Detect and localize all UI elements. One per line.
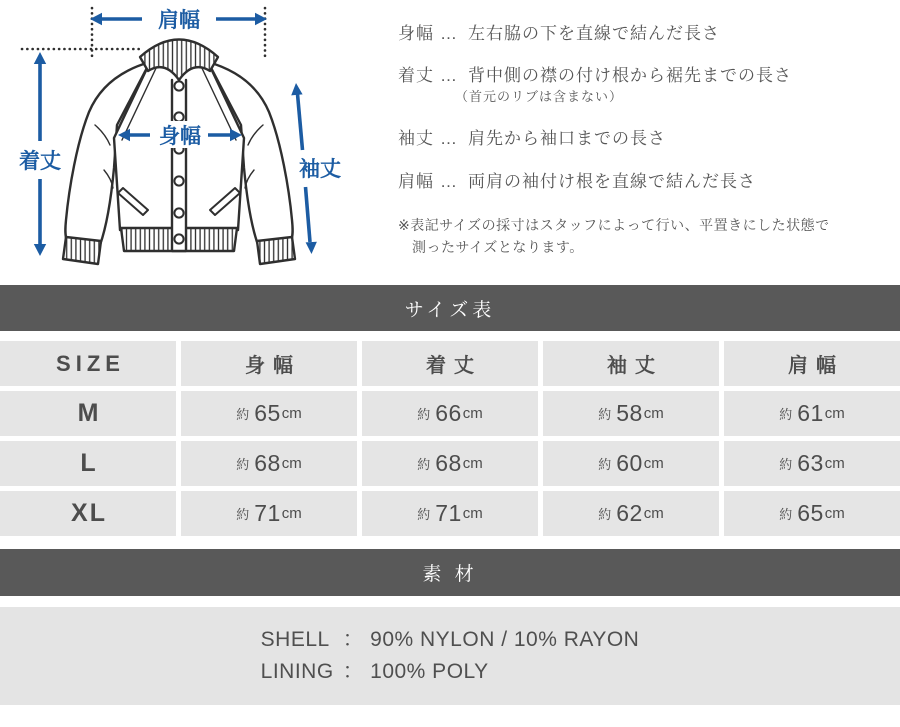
definition-term: 着丈 (398, 66, 434, 85)
material-title-bar (0, 549, 900, 596)
size-value: 62 (616, 500, 643, 526)
material-title: 素 材 (422, 564, 478, 585)
material-separator: ： (342, 628, 365, 651)
size-value: 65 (254, 400, 281, 426)
definition-separator: … (440, 24, 458, 43)
sleeve-length-arrow (291, 83, 302, 95)
definition-term: 袖丈 (398, 129, 434, 148)
approx-prefix: 約 (779, 507, 793, 522)
approx-prefix: 約 (779, 457, 793, 472)
approx-prefix: 約 (598, 407, 612, 422)
size-value-cell (724, 391, 900, 436)
definition-shoulder-width (398, 167, 756, 192)
size-value: 66 (435, 400, 462, 426)
unit-label: cm (643, 455, 664, 472)
approx-prefix: 約 (779, 407, 793, 422)
definition-term: 身幅 (398, 24, 434, 43)
definition-length (398, 61, 792, 86)
size-table-title: サイズ表 (404, 299, 496, 321)
size-value: 63 (797, 450, 824, 476)
size-value-cell (181, 391, 357, 436)
definition-separator: … (440, 172, 458, 191)
material-label: LINING (260, 660, 334, 683)
measurement-note-line2: 測ったサイズとなります。 (412, 239, 584, 256)
definition-desc: 背中側の襟の付け根から裾先までの長さ (468, 66, 792, 85)
approx-prefix: 約 (417, 507, 431, 522)
definition-desc: 左右脇の下を直線で結んだ長さ (468, 24, 720, 43)
size-table-header-sleeve-length: 袖丈 (543, 341, 719, 386)
size-value: 68 (254, 450, 281, 476)
diagram-label-body-width: 身幅 (159, 125, 201, 148)
size-value-cell (362, 441, 538, 486)
size-value: 65 (797, 500, 824, 526)
size-row-label-xl: XL (0, 491, 176, 536)
diagram-label-length: 着丈 (19, 150, 61, 173)
definition-length-sub-note: （首元のリブは含まない） (455, 89, 624, 104)
approx-prefix: 約 (598, 507, 612, 522)
material-info-block (0, 607, 900, 705)
measurement-note-line1: ※表記サイズの採寸はスタッフによって行い、平置きにした状態で (398, 217, 830, 233)
unit-label: cm (462, 455, 483, 472)
unit-label: cm (462, 405, 483, 422)
size-table-header-shoulder-width: 肩幅 (724, 341, 900, 386)
unit-label: cm (643, 505, 664, 522)
size-table-header-size: SIZE (0, 341, 176, 386)
unit-label: cm (643, 405, 664, 422)
unit-label: cm (824, 505, 845, 522)
diagram-label-shoulder-width: 肩幅 (158, 9, 200, 32)
size-row-label-m: M (0, 391, 176, 436)
size-value-cell (724, 491, 900, 536)
size-value-cell (181, 441, 357, 486)
size-row-label-l: L (0, 441, 176, 486)
definition-separator: … (440, 66, 458, 85)
measurement-guide-dotted-lines (22, 8, 265, 60)
definition-term: 肩幅 (398, 172, 434, 191)
size-value: 71 (254, 500, 281, 526)
size-value-cell (543, 491, 719, 536)
jacket-right-cuff (257, 237, 295, 264)
material-value: 100% POLY (370, 660, 489, 683)
size-value-cell (362, 491, 538, 536)
unit-label: cm (462, 505, 483, 522)
definition-desc: 両肩の袖付け根を直線で結んだ長さ (468, 172, 756, 191)
definition-desc: 肩先から袖口までの長さ (468, 129, 666, 148)
unit-label: cm (824, 455, 845, 472)
unit-label: cm (281, 405, 302, 422)
approx-prefix: 約 (417, 457, 431, 472)
material-shell-line (261, 624, 640, 656)
size-table-header-length: 着丈 (362, 341, 538, 386)
approx-prefix: 約 (236, 457, 250, 472)
size-table-title-bar (0, 285, 900, 331)
size-value: 60 (616, 450, 643, 476)
jacket-measurement-diagram (0, 0, 390, 285)
size-table-header-body-width: 身幅 (181, 341, 357, 386)
jacket-left-cuff (63, 237, 101, 264)
material-label: SHELL (260, 628, 330, 651)
size-value-cell (724, 441, 900, 486)
size-value-cell (543, 391, 719, 436)
material-separator: ： (342, 660, 365, 683)
approx-prefix: 約 (236, 507, 250, 522)
approx-prefix: 約 (598, 457, 612, 472)
size-table (0, 341, 900, 536)
unit-label: cm (281, 505, 302, 522)
unit-label: cm (824, 405, 845, 422)
size-value-cell (543, 441, 719, 486)
size-value: 68 (435, 450, 462, 476)
measurement-definitions (398, 0, 898, 285)
definition-sleeve-length (398, 124, 666, 149)
material-value: 90% NYLON / 10% RAYON (370, 628, 640, 651)
measurement-note (398, 214, 830, 259)
material-lining-line (261, 656, 640, 688)
size-value-cell (362, 391, 538, 436)
length-arrow (34, 52, 46, 64)
approx-prefix: 約 (417, 407, 431, 422)
definition-body-width (398, 19, 720, 44)
size-value: 61 (797, 400, 824, 426)
size-value: 71 (435, 500, 462, 526)
approx-prefix: 約 (236, 407, 250, 422)
unit-label: cm (281, 455, 302, 472)
diagram-label-sleeve-length: 袖丈 (299, 158, 341, 181)
size-value-cell (181, 491, 357, 536)
size-value: 58 (616, 400, 643, 426)
definition-separator: … (440, 129, 458, 148)
